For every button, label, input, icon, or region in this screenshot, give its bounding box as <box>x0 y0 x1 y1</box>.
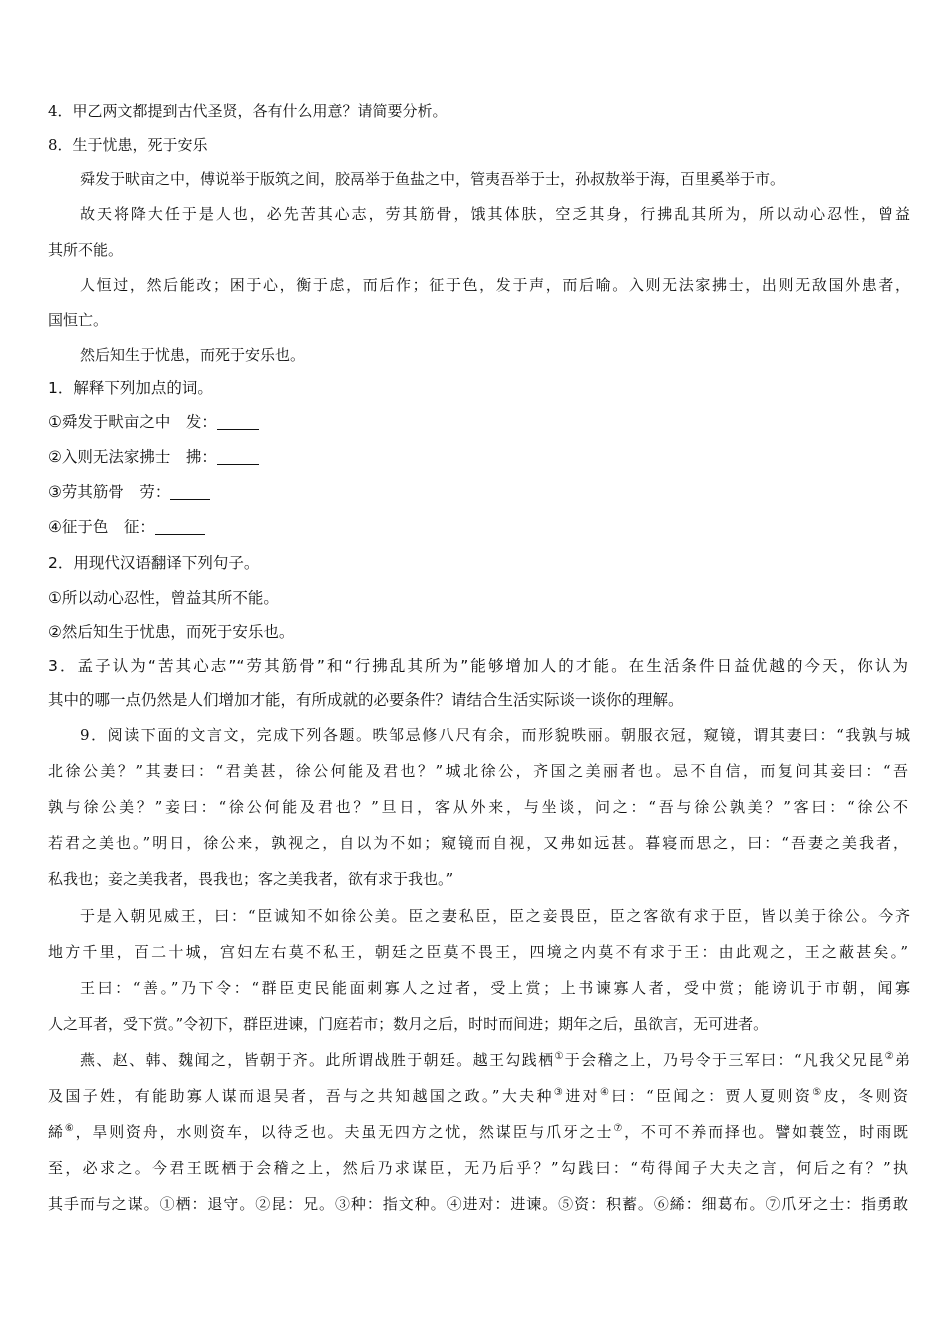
section-9-line: 人之耳者，受下赏。”令初下，群臣进谏，门庭若市；数月之后，时时而间进；期年之后，虽欲言，无可进者。 <box>48 1015 769 1033</box>
text-run: 弟 <box>894 1051 910 1069</box>
question-1-item-3 <box>48 482 908 502</box>
text-run: 燕、赵、韩、魏闻之，皆朝于齐。此所谓战胜于朝廷。越王勾践栖 <box>80 1051 555 1069</box>
passage-paragraph: 人恒过，然后能改；困于心，衡于虑，而后作；征于色，发于声，而后喻。入则无法家拂士，出则无敌国外患者， <box>80 276 910 294</box>
question-4: 4．甲乙两文都提到古代圣贤，各有什么用意？请简要分析。 <box>48 102 448 120</box>
answer-blank[interactable] <box>217 415 259 430</box>
section-9-line: 地方千里，百二十城，宫妇左右莫不私王，朝廷之臣莫不畏王，四境之内莫不有求于王：由此观之，王之蔽甚矣。” <box>48 943 908 961</box>
text-run: 絺 <box>48 1123 65 1141</box>
section-9-line: 至，必求之。今君王既栖于会稽之上，然后乃求谋臣，无乃后乎？”勾践曰：“苟得闻子大夫之言，何后之有？”执 <box>48 1159 908 1177</box>
question-2-item-1: ①所以动心忍性，曾益其所不能。 <box>48 589 279 607</box>
item-text: ②入则无法家拂士 拂： <box>48 448 217 466</box>
question-1-item-4 <box>48 517 908 537</box>
text-run: 进对 <box>565 1087 600 1105</box>
text-run: ，旱则资舟，水则资车，以待乏也。夫虽无四方之忧，然谋臣与爪牙之士 <box>75 1123 614 1141</box>
footnotes-line: 其手而与之谋。①栖：退守。②昆：兄。③种：指文种。④进对：进谏。⑤资：积蓄。⑥絺：细葛布。⑦爪牙之士：指勇敢 <box>48 1195 908 1213</box>
passage-paragraph: 舜发于畎亩之中，傅说举于版筑之间，胶鬲举于鱼盐之中，管夷吾举于士，孙叔敖举于海，百里奚举于市。 <box>80 170 786 188</box>
item-text: ③劳其筋骨 劳： <box>48 483 171 501</box>
text-run: 于会稽之上，乃号令于三军曰：“凡我父兄昆 <box>564 1051 885 1069</box>
footnote-marker: ④ <box>599 1087 612 1098</box>
question-2: 2．用现代汉语翻译下列句子。 <box>48 554 260 572</box>
section-9-line: 北徐公美？”其妻曰：“君美甚，徐公何能及君也？”城北徐公，齐国之美丽者也。忌不自信，而复问其妾曰：“吾 <box>48 762 908 780</box>
question-1: 1．解释下列加点的词。 <box>48 379 213 397</box>
passage-paragraph-cont: 国恒亡。 <box>48 311 109 329</box>
section-9-paragraph <box>80 1050 910 1070</box>
section-9-line <box>48 1086 908 1106</box>
text-run: ，不可不养而择也。譬如蓑笠，时雨既 <box>624 1123 908 1141</box>
footnote-marker: ① <box>554 1051 565 1062</box>
text-run: 皮，冬则资 <box>823 1087 908 1105</box>
passage-paragraph-cont: 其所不能。 <box>48 241 124 259</box>
question-1-item-1 <box>48 412 908 432</box>
item-text: ④征于色 征： <box>48 518 155 536</box>
answer-blank[interactable] <box>155 520 205 535</box>
footnote-marker: ⑦ <box>613 1123 625 1134</box>
question-3-cont: 其中的哪一点仍然是人们增加才能，有所成就的必要条件？请结合生活实际谈一谈你的理解。 <box>48 691 684 709</box>
question-3: 3．孟子认为“苦其心志”“劳其筋骨”和“行拂乱其所为”能够增加人的才能。在生活条件日益优越的今天，你认为 <box>48 657 908 675</box>
footnote-marker: ② <box>884 1051 895 1062</box>
passage-paragraph: 然后知生于忧患，而死于安乐也。 <box>80 346 306 364</box>
section-8-title: 8．生于忧患，死于安乐 <box>48 136 208 154</box>
question-1-item-2 <box>48 447 908 467</box>
item-text: ①舜发于畎亩之中 发： <box>48 413 217 431</box>
section-9-paragraph: 于是入朝见威王，曰：“臣诚知不如徐公美。臣之妻私臣，臣之妾畏臣，臣之客欲有求于臣，皆以美于徐公。今齐 <box>80 907 910 925</box>
section-9-line: 孰与徐公美？”妾曰：“徐公何能及君也？”旦日，客从外来，与坐谈，问之：“吾与徐公孰美？”客曰：“徐公不 <box>48 798 908 816</box>
passage-paragraph: 故天将降大任于是人也，必先苦其心志，劳其筋骨，饿其体肤，空乏其身，行拂乱其所为，所以动心忍性，曾益 <box>80 205 910 223</box>
text-run: 曰：“臣闻之：贾人夏则资 <box>611 1087 813 1105</box>
text-run: 及国子姓，有能助寡人谋而退吴者，吾与之共知越国之政。”大夫种 <box>48 1087 554 1105</box>
section-9-line: 若君之美也。”明日，徐公来，孰视之，自以为不如；窥镜而自视，又弗如远甚。暮寝而思之，曰：“吾妻之美我者， <box>48 834 908 852</box>
footnote-marker: ⑥ <box>64 1123 76 1134</box>
section-9-paragraph: 9．阅读下面的文言文，完成下列各题。昳邹忌修八尺有余，而形貌昳丽。朝服衣冠，窥镜，谓其妻曰：“我孰与城 <box>80 726 910 744</box>
section-9-line <box>48 1122 908 1142</box>
section-9-line: 私我也；妾之美我者，畏我也；客之美我者，欲有求于我也。” <box>48 870 454 888</box>
answer-blank[interactable] <box>170 485 210 500</box>
footnote-marker: ③ <box>553 1087 566 1098</box>
section-9-paragraph: 王曰：“善。”乃下令：“群臣吏民能面刺寡人之过者，受上赏；上书谏寡人者，受中赏；能谤讥于市朝，闻寡 <box>80 979 910 997</box>
answer-blank[interactable] <box>217 450 259 465</box>
footnote-marker: ⑤ <box>812 1087 824 1098</box>
question-2-item-2: ②然后知生于忧患，而死于安乐也。 <box>48 623 295 641</box>
